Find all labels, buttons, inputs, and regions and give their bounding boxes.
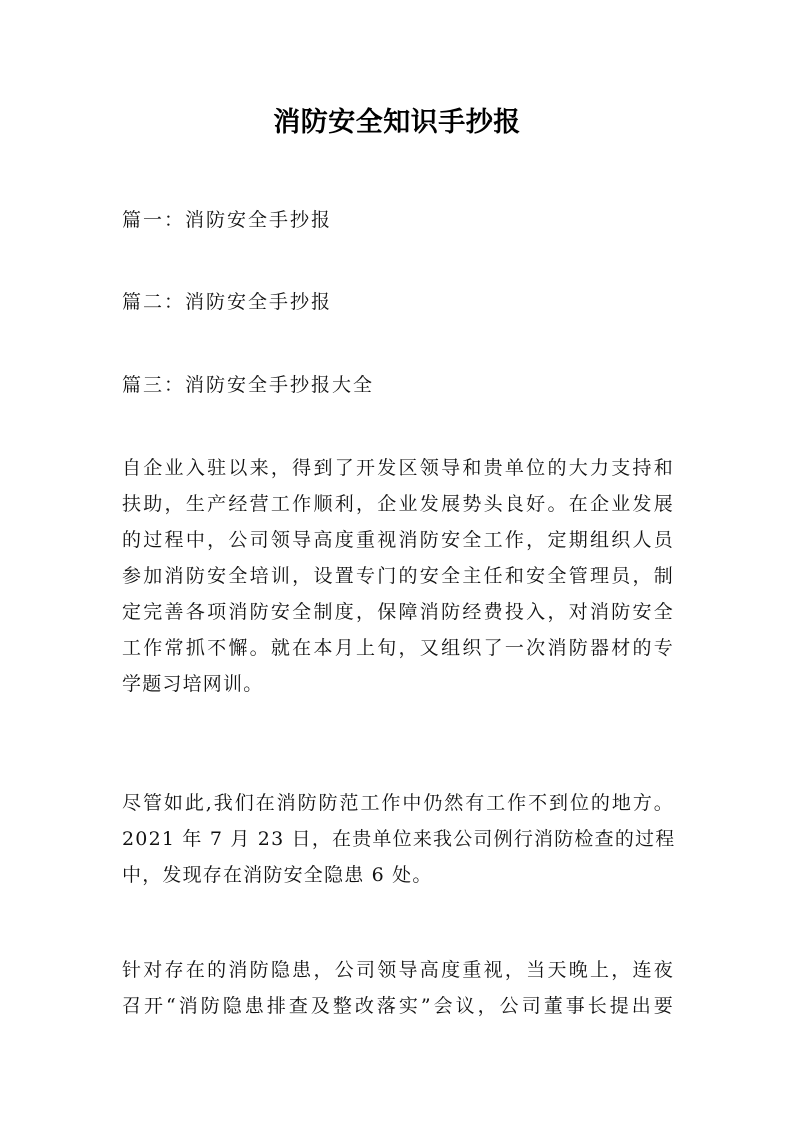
paragraph-line: 尽管如此,我们在消防防范工作中仍然有工作不到位的地方。 (122, 792, 674, 814)
paragraph-line: 参加消防安全培训，设置专门的安全主任和安全管理员，制 (122, 565, 674, 587)
paragraph-line: 学题习培网训。 (122, 673, 264, 695)
paragraph-line: 的过程中，公司领导高度重视消防安全工作，定期组织人员 (122, 529, 674, 551)
paragraph-3 (122, 952, 674, 1024)
toc-item-2: 篇二：消防安全手抄报 (122, 291, 333, 313)
paragraph-2 (122, 785, 674, 893)
paragraph-line: 2021 年 7 月 23 日，在贵单位来我公司例行消防检查的过程 (122, 828, 676, 850)
paragraph-line: 召开“消防隐患排查及整改落实”会议，公司董事长提出要 (122, 995, 674, 1017)
paragraph-1 (122, 450, 674, 702)
paragraph-line: 中，发现存在消防安全隐患 6 处。 (122, 864, 433, 886)
paragraph-line: 工作常抓不懈。就在本月上旬，又组织了一次消防器材的专 (122, 637, 674, 659)
toc-item-1: 篇一：消防安全手抄报 (122, 209, 333, 231)
toc-item-3: 篇三：消防安全手抄报大全 (122, 374, 375, 396)
paragraph-line: 定完善各项消防安全制度，保障消防经费投入，对消防安全 (122, 601, 674, 623)
paragraph-line: 扶助，生产经营工作顺利，企业发展势头良好。在企业发展 (122, 493, 674, 515)
paragraph-line: 针对存在的消防隐患，公司领导高度重视，当天晚上，连夜 (122, 959, 674, 981)
document-title: 消防安全知识手抄报 (273, 107, 521, 138)
paragraph-line: 自企业入驻以来，得到了开发区领导和贵单位的大力支持和 (122, 457, 674, 479)
